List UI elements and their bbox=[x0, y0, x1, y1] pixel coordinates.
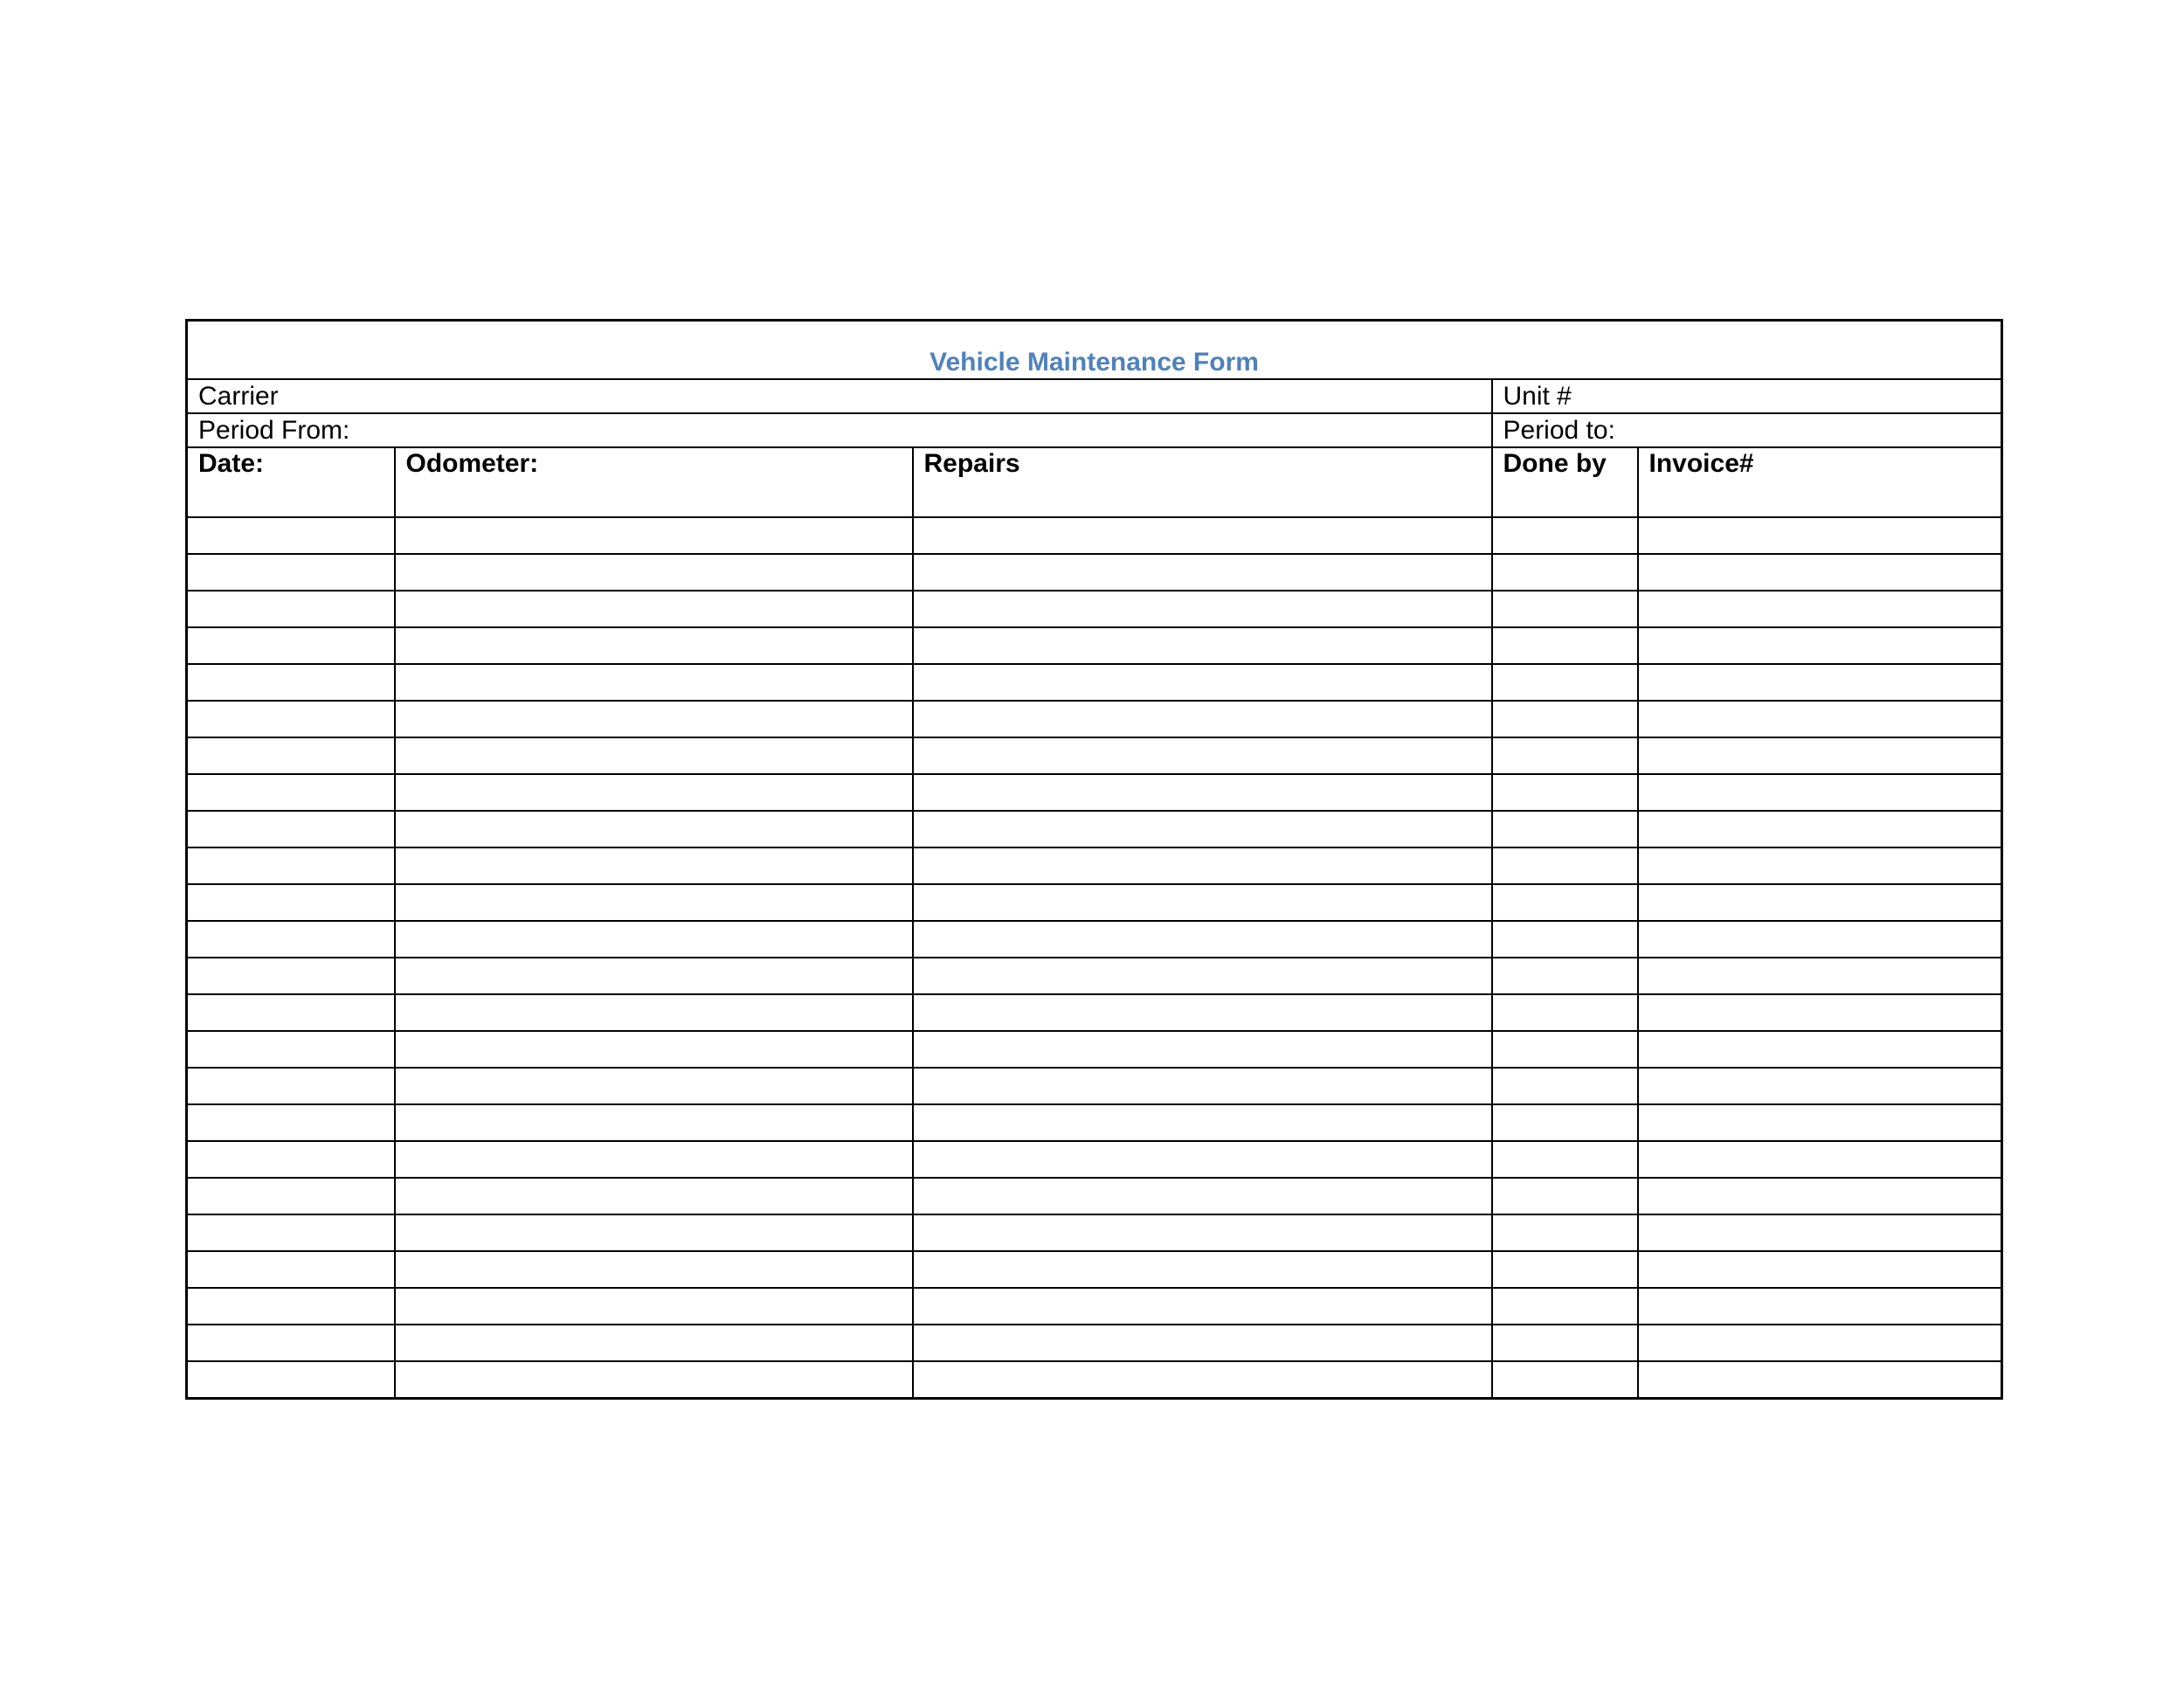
empty-cell-date[interactable] bbox=[187, 1104, 395, 1141]
empty-cell-invoice[interactable] bbox=[1638, 737, 2002, 774]
empty-cell-invoice[interactable] bbox=[1638, 1141, 2002, 1178]
empty-cell-invoice[interactable] bbox=[1638, 1214, 2002, 1251]
table-row bbox=[187, 1251, 2002, 1288]
empty-cell-date[interactable] bbox=[187, 994, 395, 1031]
carrier-unit-row bbox=[187, 379, 2002, 413]
table-row bbox=[187, 1325, 2002, 1361]
table-row bbox=[187, 1214, 2002, 1251]
empty-cell-repairs[interactable] bbox=[913, 1288, 1492, 1325]
empty-cell-odometer[interactable] bbox=[395, 1068, 913, 1104]
empty-cell-invoice[interactable] bbox=[1638, 1288, 2002, 1325]
empty-cell-date[interactable] bbox=[187, 591, 395, 627]
empty-cell-date[interactable] bbox=[187, 517, 395, 554]
empty-cell-invoice[interactable] bbox=[1638, 847, 2002, 884]
empty-cell-done-by[interactable] bbox=[1492, 1178, 1638, 1214]
empty-cell-odometer[interactable] bbox=[395, 1141, 913, 1178]
empty-cell-repairs[interactable] bbox=[913, 1068, 1492, 1104]
empty-cell-done-by[interactable] bbox=[1492, 1031, 1638, 1068]
empty-cell-invoice[interactable] bbox=[1638, 1031, 2002, 1068]
table-row bbox=[187, 737, 2002, 774]
table-row bbox=[187, 1104, 2002, 1141]
empty-cell-done-by[interactable] bbox=[1492, 811, 1638, 847]
empty-cell-date[interactable] bbox=[187, 554, 395, 591]
empty-cell-invoice[interactable] bbox=[1638, 1104, 2002, 1141]
empty-cell-repairs[interactable] bbox=[913, 1214, 1492, 1251]
empty-cell-repairs[interactable] bbox=[913, 884, 1492, 921]
empty-cell-date[interactable] bbox=[187, 847, 395, 884]
empty-cell-date[interactable] bbox=[187, 627, 395, 664]
empty-cell-done-by[interactable] bbox=[1492, 1141, 1638, 1178]
empty-cell-invoice[interactable] bbox=[1638, 884, 2002, 921]
empty-cell-done-by[interactable] bbox=[1492, 1251, 1638, 1288]
empty-cell-date[interactable] bbox=[187, 1361, 395, 1399]
empty-cell-done-by[interactable] bbox=[1492, 664, 1638, 701]
empty-cell-repairs[interactable] bbox=[913, 627, 1492, 664]
period-to-label: Period to: bbox=[1503, 415, 1615, 445]
period-from-label: Period From: bbox=[198, 415, 350, 445]
empty-cell-invoice[interactable] bbox=[1638, 517, 2002, 554]
empty-cell-date[interactable] bbox=[187, 1325, 395, 1361]
vehicle-maintenance-form-table bbox=[185, 319, 2003, 1400]
table-row bbox=[187, 994, 2002, 1031]
empty-cell-done-by[interactable] bbox=[1492, 517, 1638, 554]
empty-cell-repairs[interactable] bbox=[913, 737, 1492, 774]
empty-cell-odometer[interactable] bbox=[395, 1031, 913, 1068]
empty-cell-invoice[interactable] bbox=[1638, 921, 2002, 958]
empty-cell-done-by[interactable] bbox=[1492, 994, 1638, 1031]
empty-cell-done-by[interactable] bbox=[1492, 701, 1638, 737]
table-row bbox=[187, 884, 2002, 921]
empty-cell-odometer[interactable] bbox=[395, 591, 913, 627]
empty-cell-odometer[interactable] bbox=[395, 1325, 913, 1361]
empty-cell-repairs[interactable] bbox=[913, 664, 1492, 701]
empty-cell-done-by[interactable] bbox=[1492, 958, 1638, 994]
empty-cell-odometer[interactable] bbox=[395, 958, 913, 994]
unit-number-field[interactable] bbox=[1492, 379, 2002, 413]
empty-cell-odometer[interactable] bbox=[395, 517, 913, 554]
empty-cell-invoice[interactable] bbox=[1638, 1361, 2002, 1399]
empty-cell-invoice[interactable] bbox=[1638, 774, 2002, 811]
empty-cell-invoice[interactable] bbox=[1638, 591, 2002, 627]
table-row bbox=[187, 554, 2002, 591]
table-row bbox=[187, 847, 2002, 884]
period-from-field[interactable] bbox=[187, 413, 1492, 447]
empty-cell-repairs[interactable] bbox=[913, 847, 1492, 884]
empty-cell-repairs[interactable] bbox=[913, 811, 1492, 847]
column-header-done-by: Done by bbox=[1492, 447, 1638, 517]
column-header-repairs: Repairs bbox=[913, 447, 1492, 517]
empty-cell-odometer[interactable] bbox=[395, 847, 913, 884]
table-row bbox=[187, 517, 2002, 554]
empty-cell-done-by[interactable] bbox=[1492, 627, 1638, 664]
table-row bbox=[187, 811, 2002, 847]
empty-cell-odometer[interactable] bbox=[395, 1288, 913, 1325]
empty-cell-invoice[interactable] bbox=[1638, 701, 2002, 737]
empty-cell-done-by[interactable] bbox=[1492, 884, 1638, 921]
empty-cell-done-by[interactable] bbox=[1492, 591, 1638, 627]
empty-cell-date[interactable] bbox=[187, 1288, 395, 1325]
column-header-date: Date: bbox=[187, 447, 395, 517]
table-row bbox=[187, 921, 2002, 958]
empty-cell-date[interactable] bbox=[187, 701, 395, 737]
empty-cell-odometer[interactable] bbox=[395, 1361, 913, 1399]
empty-cell-odometer[interactable] bbox=[395, 1251, 913, 1288]
empty-cell-date[interactable] bbox=[187, 664, 395, 701]
empty-cell-done-by[interactable] bbox=[1492, 774, 1638, 811]
empty-cell-repairs[interactable] bbox=[913, 1361, 1492, 1399]
empty-cell-repairs[interactable] bbox=[913, 994, 1492, 1031]
empty-cell-odometer[interactable] bbox=[395, 1104, 913, 1141]
table-row bbox=[187, 1141, 2002, 1178]
empty-cell-date[interactable] bbox=[187, 1251, 395, 1288]
empty-cell-date[interactable] bbox=[187, 958, 395, 994]
empty-cell-done-by[interactable] bbox=[1492, 847, 1638, 884]
table-row bbox=[187, 958, 2002, 994]
empty-cell-odometer[interactable] bbox=[395, 737, 913, 774]
empty-cell-done-by[interactable] bbox=[1492, 1325, 1638, 1361]
empty-cell-odometer[interactable] bbox=[395, 774, 913, 811]
empty-cell-done-by[interactable] bbox=[1492, 1104, 1638, 1141]
empty-cell-invoice[interactable] bbox=[1638, 664, 2002, 701]
empty-cell-done-by[interactable] bbox=[1492, 921, 1638, 958]
empty-cell-repairs[interactable] bbox=[913, 554, 1492, 591]
empty-cell-repairs[interactable] bbox=[913, 1325, 1492, 1361]
empty-cell-odometer[interactable] bbox=[395, 811, 913, 847]
empty-cell-odometer[interactable] bbox=[395, 994, 913, 1031]
table-row bbox=[187, 627, 2002, 664]
empty-cell-invoice[interactable] bbox=[1638, 554, 2002, 591]
empty-cell-repairs[interactable] bbox=[913, 774, 1492, 811]
table-row bbox=[187, 1068, 2002, 1104]
form-title-text: Vehicle Maintenance Form bbox=[930, 348, 1259, 377]
empty-cell-odometer[interactable] bbox=[395, 921, 913, 958]
empty-cell-invoice[interactable] bbox=[1638, 627, 2002, 664]
column-header-row bbox=[187, 447, 2002, 517]
empty-cell-done-by[interactable] bbox=[1492, 1214, 1638, 1251]
period-row bbox=[187, 413, 2002, 447]
empty-cell-invoice[interactable] bbox=[1638, 811, 2002, 847]
empty-cell-odometer[interactable] bbox=[395, 627, 913, 664]
empty-cell-invoice[interactable] bbox=[1638, 1325, 2002, 1361]
empty-cell-date[interactable] bbox=[187, 774, 395, 811]
empty-cell-date[interactable] bbox=[187, 1031, 395, 1068]
empty-cell-repairs[interactable] bbox=[913, 1251, 1492, 1288]
empty-cell-repairs[interactable] bbox=[913, 921, 1492, 958]
empty-cell-date[interactable] bbox=[187, 1178, 395, 1214]
unit-number-label: Unit # bbox=[1503, 381, 1572, 411]
empty-cell-repairs[interactable] bbox=[913, 1031, 1492, 1068]
empty-cell-date[interactable] bbox=[187, 1068, 395, 1104]
empty-cell-odometer[interactable] bbox=[395, 1178, 913, 1214]
empty-cell-odometer[interactable] bbox=[395, 664, 913, 701]
empty-cell-date[interactable] bbox=[187, 737, 395, 774]
column-header-odometer: Odometer: bbox=[395, 447, 913, 517]
empty-cell-invoice[interactable] bbox=[1638, 958, 2002, 994]
table-row bbox=[187, 1361, 2002, 1399]
empty-cell-repairs[interactable] bbox=[913, 1104, 1492, 1141]
empty-cell-repairs[interactable] bbox=[913, 517, 1492, 554]
empty-cell-invoice[interactable] bbox=[1638, 1068, 2002, 1104]
empty-cell-odometer[interactable] bbox=[395, 1214, 913, 1251]
empty-cell-done-by[interactable] bbox=[1492, 1288, 1638, 1325]
empty-cell-invoice[interactable] bbox=[1638, 994, 2002, 1031]
empty-cell-date[interactable] bbox=[187, 884, 395, 921]
form-title bbox=[187, 321, 2002, 380]
table-row bbox=[187, 774, 2002, 811]
period-to-field[interactable] bbox=[1492, 413, 2002, 447]
empty-cell-invoice[interactable] bbox=[1638, 1251, 2002, 1288]
title-row bbox=[187, 321, 2002, 380]
empty-cell-invoice[interactable] bbox=[1638, 1178, 2002, 1214]
empty-cell-done-by[interactable] bbox=[1492, 1068, 1638, 1104]
empty-cell-repairs[interactable] bbox=[913, 1178, 1492, 1214]
empty-cell-odometer[interactable] bbox=[395, 701, 913, 737]
table-row bbox=[187, 701, 2002, 737]
empty-cell-done-by[interactable] bbox=[1492, 1361, 1638, 1399]
empty-cell-date[interactable] bbox=[187, 1214, 395, 1251]
empty-cell-repairs[interactable] bbox=[913, 591, 1492, 627]
empty-cell-date[interactable] bbox=[187, 811, 395, 847]
table-row bbox=[187, 1031, 2002, 1068]
column-header-invoice: Invoice# bbox=[1638, 447, 2002, 517]
empty-cell-repairs[interactable] bbox=[913, 701, 1492, 737]
empty-cell-odometer[interactable] bbox=[395, 884, 913, 921]
empty-cell-repairs[interactable] bbox=[913, 958, 1492, 994]
empty-cell-date[interactable] bbox=[187, 921, 395, 958]
carrier-field[interactable] bbox=[187, 379, 1492, 413]
empty-cell-done-by[interactable] bbox=[1492, 737, 1638, 774]
table-row bbox=[187, 664, 2002, 701]
empty-cell-done-by[interactable] bbox=[1492, 554, 1638, 591]
empty-cell-date[interactable] bbox=[187, 1141, 395, 1178]
body-rows bbox=[187, 517, 2002, 1399]
carrier-label: Carrier bbox=[198, 381, 279, 411]
empty-cell-repairs[interactable] bbox=[913, 1141, 1492, 1178]
table-row bbox=[187, 1178, 2002, 1214]
table-row bbox=[187, 1288, 2002, 1325]
table-row bbox=[187, 591, 2002, 627]
empty-cell-odometer[interactable] bbox=[395, 554, 913, 591]
